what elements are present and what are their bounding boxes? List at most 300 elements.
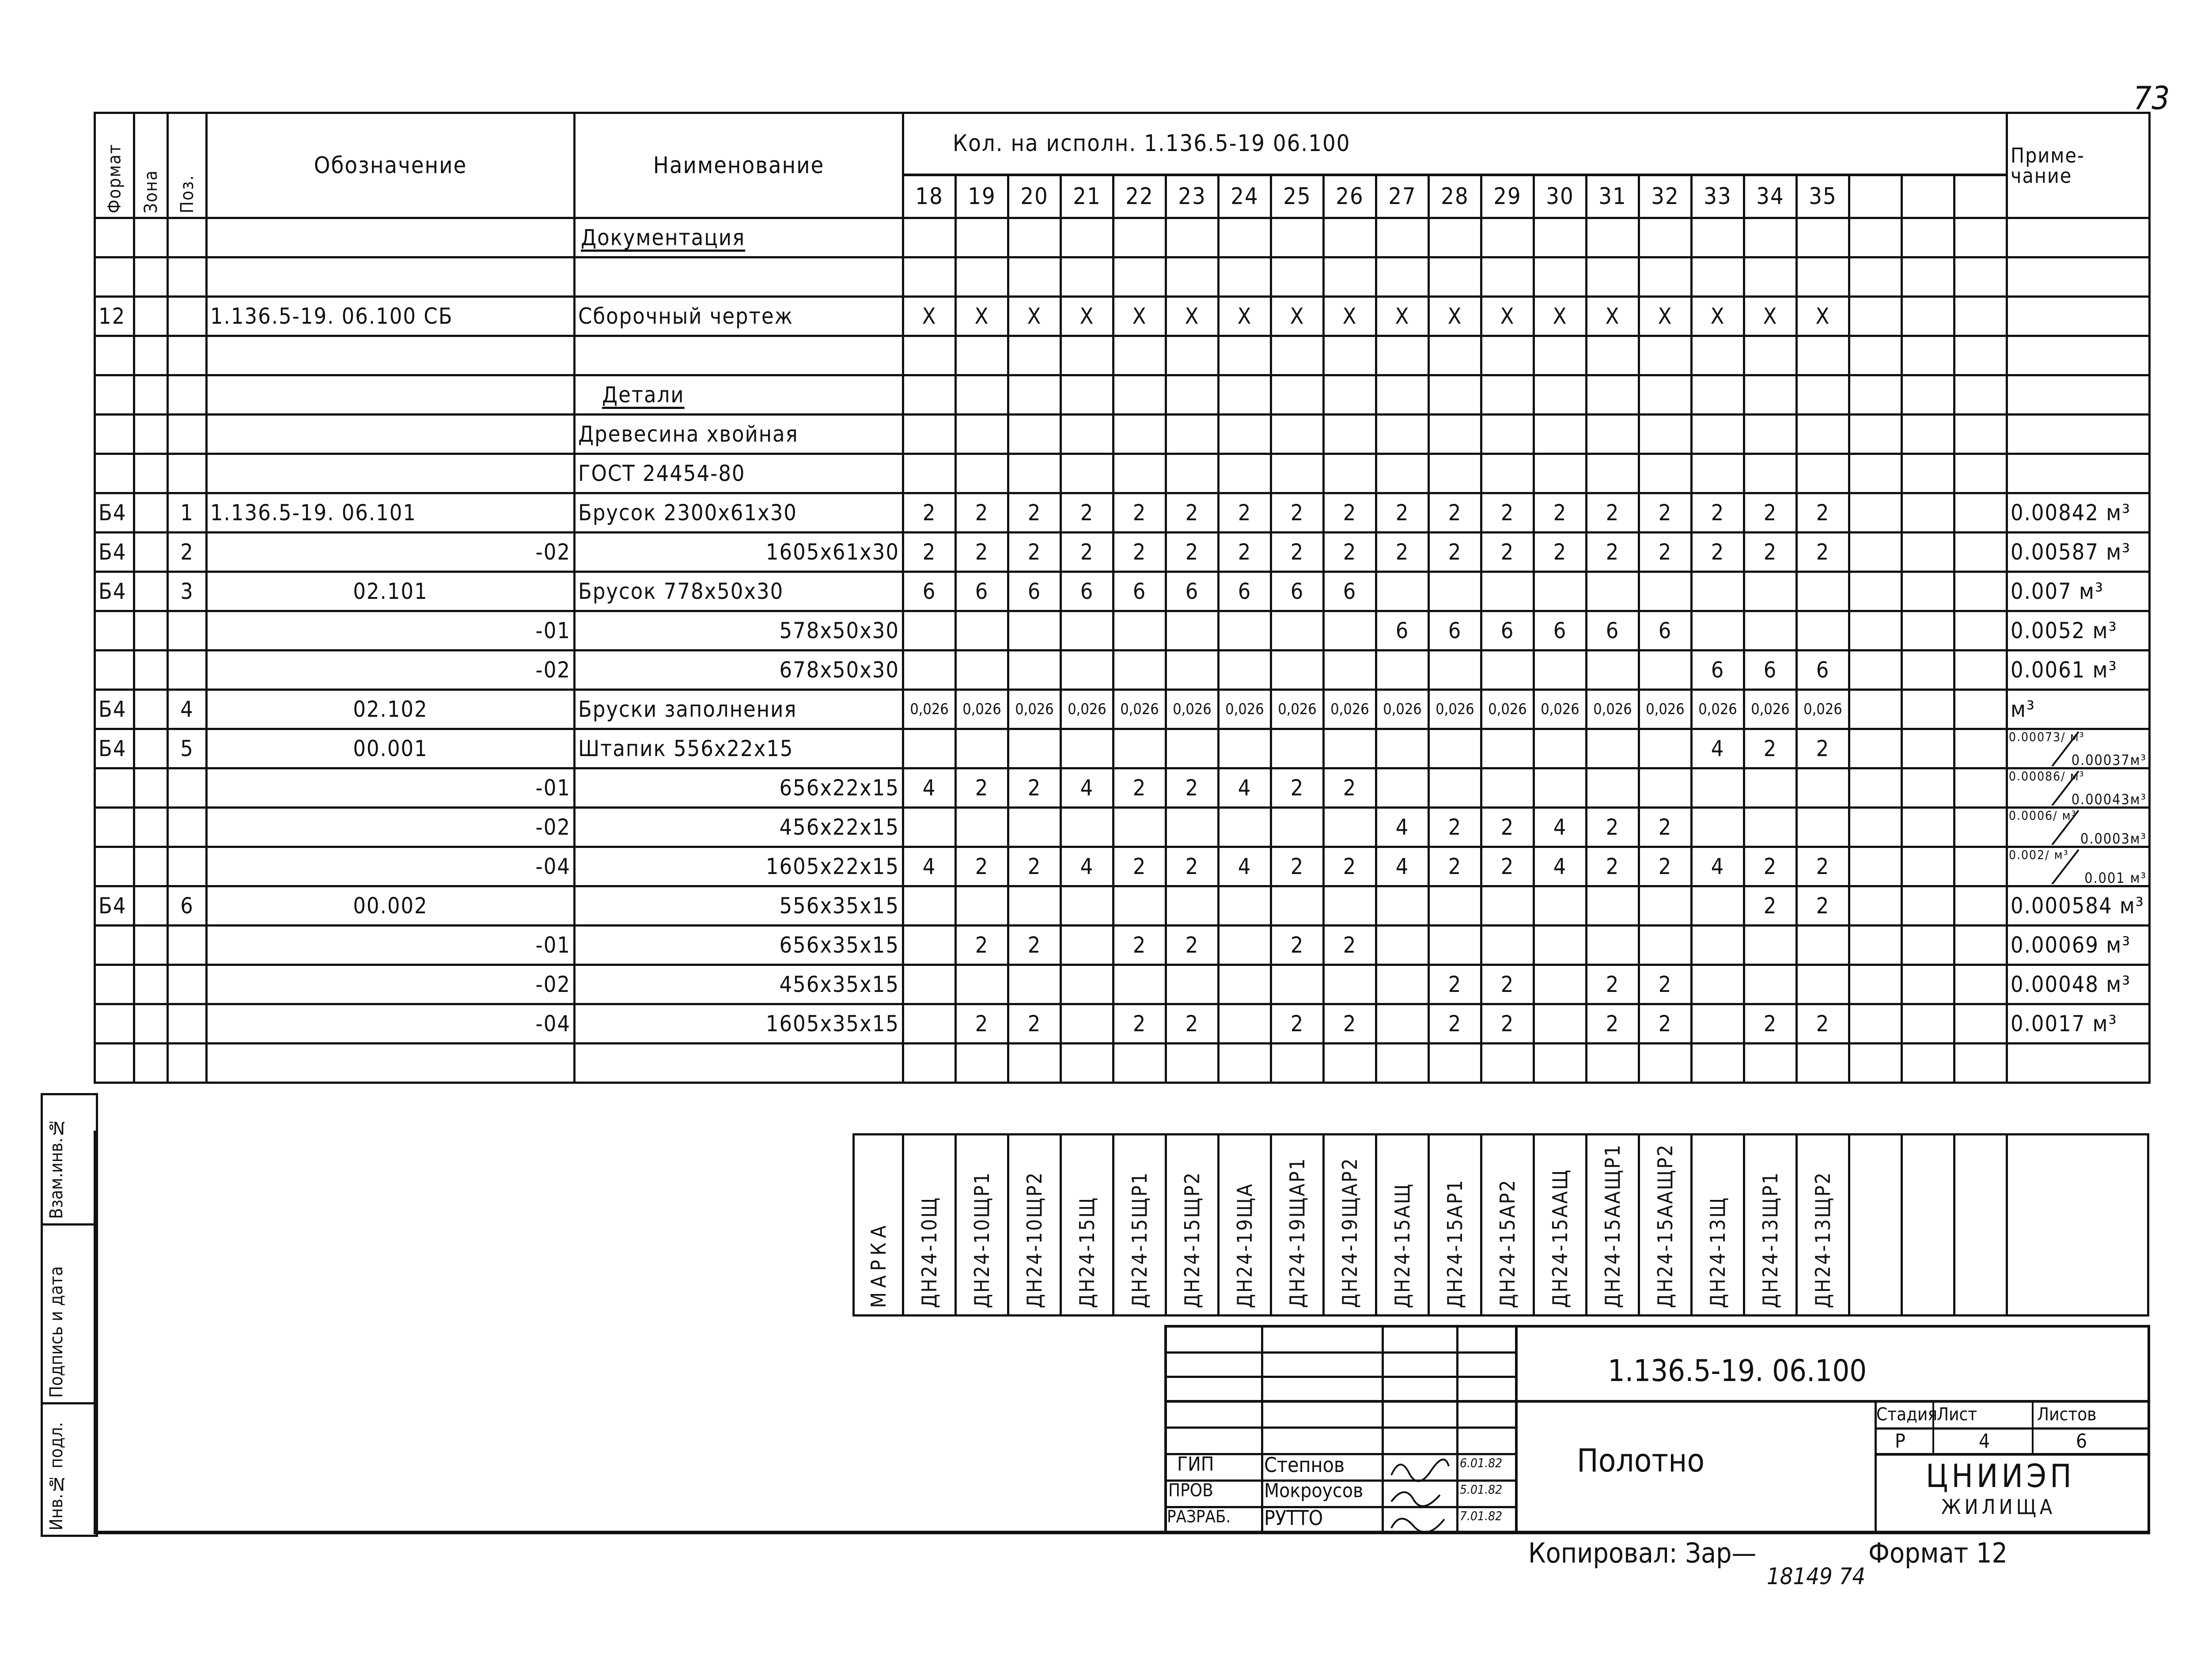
cell-designation: [207, 336, 575, 375]
cell-qty: [1481, 572, 1534, 611]
table-row: [95, 572, 2150, 611]
cell-qty: 6: [956, 572, 1008, 611]
cell-qty: [1166, 218, 1219, 257]
cell-qty: [1429, 729, 1481, 768]
cell-qty: [1324, 257, 1376, 297]
marka-item: ДН24-15ААЩР1: [1587, 1135, 1640, 1314]
cell-qty: 6: [1324, 572, 1376, 611]
cell-qty: [1324, 651, 1376, 690]
cell-qty: [1061, 375, 1114, 415]
cell-note: [2007, 454, 2150, 493]
cell-qty: [1954, 651, 2007, 690]
cell-qty: [1849, 1004, 1902, 1044]
cell-qty: 2: [1481, 847, 1534, 886]
marka-item: ДН24-10ЩР2: [1009, 1135, 1062, 1314]
cell-qty: [1114, 336, 1166, 375]
cell-qty: 2: [1166, 768, 1219, 808]
variant-header: 24: [1219, 175, 1271, 218]
cell-note: 0.00842 м³: [2007, 493, 2150, 533]
cell-qty: [1376, 965, 1429, 1004]
cell-qty: [1008, 454, 1061, 493]
cell-qty: [1219, 218, 1271, 257]
marka-item: ДН24-10ЩР1: [957, 1135, 1009, 1314]
marka-item: ДН24-19ЩА: [1220, 1135, 1272, 1314]
cell-qty: [1587, 375, 1639, 415]
cell-qty: [1324, 611, 1376, 651]
cell-zone: [134, 218, 168, 257]
cell-qty: X: [1008, 297, 1061, 336]
cell-format: [95, 926, 134, 965]
cell-qty: [1744, 768, 1797, 808]
sheet-label: Лист: [1937, 1404, 1977, 1425]
cell-qty: 2: [1639, 493, 1692, 533]
cell-qty: [1902, 1004, 1954, 1044]
cell-zone: [134, 533, 168, 572]
cell-qty: [1166, 375, 1219, 415]
cell-qty: 2: [1324, 493, 1376, 533]
name-prov: Мокроусов: [1264, 1479, 1364, 1502]
cell-zone: [134, 1004, 168, 1044]
cell-qty: [1219, 336, 1271, 375]
cell-qty: [903, 611, 956, 651]
cell-qty: 4: [1376, 847, 1429, 886]
cell-qty: 0,026: [1008, 690, 1061, 729]
cell-qty: [1849, 690, 1902, 729]
cell-qty: [1849, 375, 1902, 415]
name-gip: Степнов: [1264, 1453, 1345, 1477]
table-row: [95, 1044, 2150, 1083]
cell-qty: 2: [1797, 847, 1849, 886]
doc-code: 1.136.5-19. 06.100: [1608, 1354, 1867, 1389]
cell-qty: [1639, 454, 1692, 493]
cell-qty: [1954, 257, 2007, 297]
cell-qty: 2: [1166, 847, 1219, 886]
cell-qty: 2: [1376, 533, 1429, 572]
marka-item: ДН24-15Щ: [1062, 1135, 1114, 1314]
cell-designation: 1.136.5-19. 06.100 СБ: [207, 297, 575, 336]
cell-qty: 2: [1534, 493, 1587, 533]
cell-zone: [134, 729, 168, 768]
cell-qty: [1797, 336, 1849, 375]
variant-header: 21: [1061, 175, 1114, 218]
cell-qty: [903, 1004, 956, 1044]
cell-qty: 2: [1639, 847, 1692, 886]
table-row: [95, 454, 2150, 493]
cell-pos: [168, 768, 207, 808]
cell-qty: 2: [1481, 1004, 1534, 1044]
cell-format: Б4: [95, 572, 134, 611]
cell-qty: [1954, 768, 2007, 808]
variant-header: 32: [1639, 175, 1692, 218]
cell-qty: [1954, 454, 2007, 493]
cell-qty: X: [956, 297, 1008, 336]
cell-zone: [134, 375, 168, 415]
cell-qty: [1376, 572, 1429, 611]
cell-qty: [1376, 926, 1429, 965]
cell-qty: [1744, 415, 1797, 454]
cell-qty: [903, 454, 956, 493]
table-row: [95, 336, 2150, 375]
cell-note: 0.007 м³: [2007, 572, 2150, 611]
cell-qty: 2: [1639, 965, 1692, 1004]
cell-qty: [1534, 375, 1587, 415]
cell-qty: X: [1219, 297, 1271, 336]
cell-qty: [1692, 808, 1744, 847]
cell-format: [95, 1004, 134, 1044]
cell-qty: X: [1429, 297, 1481, 336]
marka-empty: [1955, 1135, 2008, 1314]
cell-qty: [1219, 257, 1271, 297]
cell-qty: [1008, 415, 1061, 454]
cell-qty: [1481, 218, 1534, 257]
marka-item: ДН24-15АР1: [1430, 1135, 1482, 1314]
cell-qty: 6: [1008, 572, 1061, 611]
cell-qty: 2: [1429, 493, 1481, 533]
cell-qty: [956, 611, 1008, 651]
cell-designation: -04: [207, 847, 575, 886]
cell-qty: [903, 729, 956, 768]
table-row: [95, 493, 2150, 533]
cell-qty: 4: [1692, 847, 1744, 886]
cell-qty: [1849, 297, 1902, 336]
cell-qty: [1271, 729, 1324, 768]
cell-qty: [1639, 415, 1692, 454]
cell-note: 0.00069 м³: [2007, 926, 2150, 965]
col-note-header: Приме-чание: [2007, 113, 2150, 218]
cell-qty: 6: [1219, 572, 1271, 611]
cell-qty: [1744, 1044, 1797, 1083]
cell-qty: [1954, 611, 2007, 651]
cell-qty: [1849, 415, 1902, 454]
cell-qty: [1797, 1044, 1849, 1083]
cell-qty: [1954, 926, 2007, 965]
col-format-header: Формат: [95, 113, 134, 218]
cell-name: Древесина хвойная: [575, 415, 903, 454]
cell-qty: 2: [1061, 493, 1114, 533]
cell-format: [95, 768, 134, 808]
cell-qty: [1954, 218, 2007, 257]
cell-qty: [1954, 886, 2007, 926]
cell-qty: 0,026: [956, 690, 1008, 729]
cell-qty: [1376, 257, 1429, 297]
cell-qty: [1008, 886, 1061, 926]
cell-qty: [1219, 415, 1271, 454]
variant-header: [1849, 175, 1902, 218]
cell-zone: [134, 965, 168, 1004]
cell-qty: [1849, 886, 1902, 926]
cell-designation: -02: [207, 808, 575, 847]
cell-qty: 2: [1061, 533, 1114, 572]
cell-name: 656x35x15: [575, 926, 903, 965]
cell-qty: 2: [1587, 847, 1639, 886]
cell-qty: [1376, 1044, 1429, 1083]
table-row: [95, 690, 2150, 729]
cell-designation: [207, 257, 575, 297]
cell-qty: [956, 808, 1008, 847]
cell-qty: [1061, 454, 1114, 493]
cell-qty: [956, 886, 1008, 926]
cell-qty: [1587, 257, 1639, 297]
cell-qty: [1902, 808, 1954, 847]
cell-qty: [1271, 651, 1324, 690]
cell-qty: [1061, 415, 1114, 454]
cell-qty: 6: [1271, 572, 1324, 611]
cell-qty: 6: [1376, 611, 1429, 651]
cell-qty: [1954, 572, 2007, 611]
cell-qty: [1849, 454, 1902, 493]
cell-qty: [1114, 257, 1166, 297]
cell-qty: [1797, 375, 1849, 415]
cell-note: 0.000584 м³: [2007, 886, 2150, 926]
cell-format: Б4: [95, 886, 134, 926]
cell-qty: 2: [1744, 1004, 1797, 1044]
cell-qty: 6: [1692, 651, 1744, 690]
cell-qty: 2: [956, 768, 1008, 808]
cell-qty: [1114, 1044, 1166, 1083]
cell-qty: [1166, 415, 1219, 454]
cell-qty: 2: [903, 533, 956, 572]
variant-header: 18: [903, 175, 956, 218]
cell-qty: [1692, 926, 1744, 965]
variant-header: 30: [1534, 175, 1587, 218]
cell-format: 12: [95, 297, 134, 336]
cell-note: [2007, 1044, 2150, 1083]
cell-qty: 2: [1324, 926, 1376, 965]
marka-empty: [1850, 1135, 1903, 1314]
cell-note: 0.00048 м³: [2007, 965, 2150, 1004]
cell-qty: 2: [1324, 768, 1376, 808]
cell-name: Детали: [575, 375, 903, 415]
cell-qty: 0,026: [1271, 690, 1324, 729]
cell-qty: 6: [1061, 572, 1114, 611]
date-gip: 6.01.82: [1460, 1456, 1503, 1470]
cell-qty: [1008, 375, 1061, 415]
cell-qty: [1639, 886, 1692, 926]
cell-qty: [1954, 493, 2007, 533]
cell-qty: [1954, 533, 2007, 572]
cell-note: 0.0017 м³: [2007, 1004, 2150, 1044]
cell-qty: [1849, 533, 1902, 572]
cell-qty: [1954, 1004, 2007, 1044]
cell-qty: [1902, 454, 1954, 493]
cell-qty: [1166, 336, 1219, 375]
cell-qty: [1639, 926, 1692, 965]
cell-zone: [134, 690, 168, 729]
cell-qty: 6: [1114, 572, 1166, 611]
cell-qty: [1219, 1004, 1271, 1044]
cell-qty: [1481, 926, 1534, 965]
doc-title: Полотно: [1577, 1442, 1705, 1479]
cell-qty: [1061, 257, 1114, 297]
cell-qty: [1114, 375, 1166, 415]
cell-qty: [1166, 886, 1219, 926]
cell-format: [95, 257, 134, 297]
cell-qty: [1954, 729, 2007, 768]
cell-qty: 6: [1744, 651, 1797, 690]
cell-qty: [1587, 1044, 1639, 1083]
cell-designation: [207, 1044, 575, 1083]
table-row: [95, 847, 2150, 886]
cell-qty: [1849, 729, 1902, 768]
cell-qty: X: [1534, 297, 1587, 336]
cell-qty: 2: [1008, 533, 1061, 572]
table-row: [95, 257, 2150, 297]
cell-qty: [1692, 336, 1744, 375]
variant-header: 29: [1481, 175, 1534, 218]
cell-qty: 2: [1376, 493, 1429, 533]
cell-qty: 6: [1534, 611, 1587, 651]
cell-qty: 2: [1114, 1004, 1166, 1044]
table-row: [95, 886, 2150, 926]
cell-qty: 2: [1639, 533, 1692, 572]
strip-sign-date: Подпись и дата: [41, 1223, 98, 1404]
cell-qty: [1902, 926, 1954, 965]
cell-qty: X: [1481, 297, 1534, 336]
cell-qty: 2: [1534, 533, 1587, 572]
cell-qty: [1534, 651, 1587, 690]
table-row: [95, 533, 2150, 572]
cell-qty: [1271, 257, 1324, 297]
cell-pos: [168, 257, 207, 297]
cell-qty: [1797, 926, 1849, 965]
cell-qty: 0,026: [1692, 690, 1744, 729]
cell-qty: [1797, 415, 1849, 454]
cell-qty: [1902, 375, 1954, 415]
cell-name: 1605x35x15: [575, 1004, 903, 1044]
cell-pos: 4: [168, 690, 207, 729]
cell-qty: 2: [1692, 533, 1744, 572]
cell-qty: 2: [956, 533, 1008, 572]
cell-qty: [1797, 257, 1849, 297]
cell-format: [95, 1044, 134, 1083]
cell-qty: 0,026: [1219, 690, 1271, 729]
cell-qty: [1219, 965, 1271, 1004]
cell-qty: [1481, 415, 1534, 454]
cell-qty: [1902, 336, 1954, 375]
cell-qty: 2: [1166, 533, 1219, 572]
cell-qty: [1061, 729, 1114, 768]
cell-qty: [1902, 768, 1954, 808]
cell-qty: [1639, 257, 1692, 297]
cell-qty: [1008, 651, 1061, 690]
cell-qty: [1692, 454, 1744, 493]
cell-qty: [1639, 375, 1692, 415]
cell-qty: [1429, 1044, 1481, 1083]
cell-qty: [1166, 1044, 1219, 1083]
cell-qty: 2: [1324, 847, 1376, 886]
cell-qty: [1008, 1044, 1061, 1083]
cell-name: [575, 1044, 903, 1083]
cell-qty: [1008, 611, 1061, 651]
cell-format: Б4: [95, 729, 134, 768]
cell-qty: [1481, 257, 1534, 297]
cell-format: [95, 336, 134, 375]
cell-qty: [1849, 965, 1902, 1004]
cell-qty: [1114, 454, 1166, 493]
cell-format: Б4: [95, 690, 134, 729]
cell-qty: [1954, 847, 2007, 886]
cell-qty: [956, 651, 1008, 690]
cell-qty: [1639, 768, 1692, 808]
strip-inv-repl: Взам.инв.№: [41, 1093, 98, 1226]
cell-qty: [1639, 218, 1692, 257]
cell-qty: [1902, 572, 1954, 611]
cell-qty: 2: [956, 493, 1008, 533]
cell-qty: [1849, 257, 1902, 297]
cell-qty: [1324, 1044, 1376, 1083]
cell-qty: 6: [1639, 611, 1692, 651]
cell-qty: [1429, 218, 1481, 257]
cell-qty: [903, 651, 956, 690]
cell-qty: [1692, 257, 1744, 297]
cell-qty: [1587, 768, 1639, 808]
cell-qty: [903, 336, 956, 375]
cell-note: 0.00086/ м³ 0.00043м³: [2007, 768, 2150, 808]
cell-qty: [1271, 965, 1324, 1004]
strip-inv-orig: Инв.№ подл.: [41, 1402, 98, 1537]
cell-designation: 00.002: [207, 886, 575, 926]
marka-item: ДН24-15ЩР1: [1114, 1135, 1167, 1314]
cell-qty: [1008, 257, 1061, 297]
cell-pos: [168, 1004, 207, 1044]
role-razrab: РАЗРАБ.: [1167, 1507, 1231, 1526]
cell-qty: [1429, 336, 1481, 375]
cell-qty: 2: [1639, 808, 1692, 847]
cell-zone: [134, 493, 168, 533]
cell-qty: [1692, 415, 1744, 454]
variant-header: 19: [956, 175, 1008, 218]
cell-format: [95, 808, 134, 847]
cell-qty: 2: [1114, 533, 1166, 572]
table-row: [95, 729, 2150, 768]
cell-qty: 2: [1797, 493, 1849, 533]
cell-qty: 2: [956, 1004, 1008, 1044]
cell-qty: [1692, 1044, 1744, 1083]
cell-pos: [168, 336, 207, 375]
cell-qty: [1429, 926, 1481, 965]
cell-qty: [903, 965, 956, 1004]
cell-qty: [903, 415, 956, 454]
cell-qty: 2: [1587, 965, 1639, 1004]
cell-qty: [1429, 651, 1481, 690]
cell-qty: [1219, 611, 1271, 651]
cell-qty: 2: [956, 847, 1008, 886]
cell-qty: [1166, 965, 1219, 1004]
cell-qty: [1534, 257, 1587, 297]
cell-qty: 2: [1587, 533, 1639, 572]
cell-name: Брусок 2300x61x30: [575, 493, 903, 533]
cell-pos: [168, 297, 207, 336]
cell-qty: X: [1376, 297, 1429, 336]
cell-qty: [1166, 454, 1219, 493]
cell-qty: [1114, 651, 1166, 690]
cell-zone: [134, 651, 168, 690]
cell-qty: [1849, 847, 1902, 886]
col-name-header: Наименование: [575, 113, 903, 218]
cell-note: [2007, 297, 2150, 336]
cell-zone: [134, 336, 168, 375]
cell-qty: 2: [1271, 1004, 1324, 1044]
cell-qty: [1008, 729, 1061, 768]
cell-qty: 0,026: [903, 690, 956, 729]
table-row: [95, 375, 2150, 415]
cell-qty: [1639, 572, 1692, 611]
cell-qty: [1902, 729, 1954, 768]
page-number: 73: [2133, 79, 2170, 117]
cell-qty: 2: [1166, 1004, 1219, 1044]
cell-qty: 2: [1008, 1004, 1061, 1044]
cell-qty: [1744, 965, 1797, 1004]
